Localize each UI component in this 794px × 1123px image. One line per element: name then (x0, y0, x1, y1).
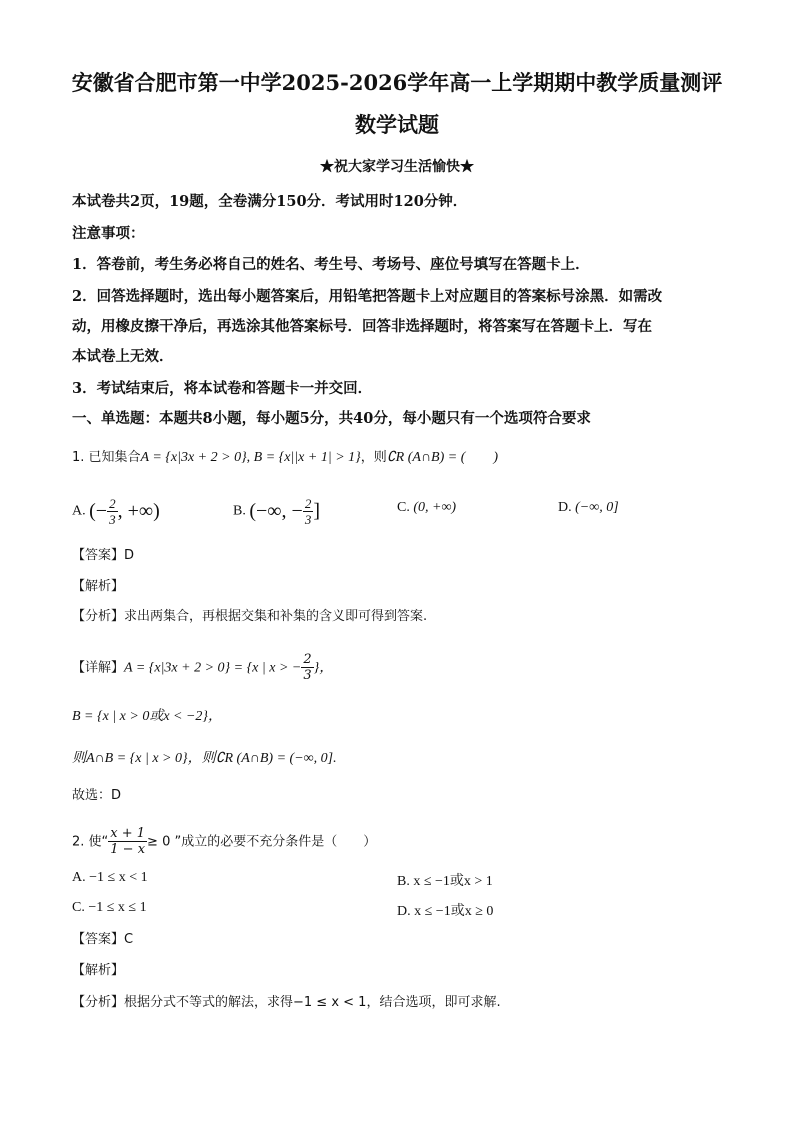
greeting: ★祝大家学习生活愉快★ (320, 159, 474, 175)
note-2-line-1: 2．回答选择题时，选出每小题答案后，用铅笔把答题卡上对应题目的答案标号涂黑．如需改 (72, 288, 663, 305)
fraction-denominator: 1 − x (110, 842, 146, 857)
fraction (303, 496, 314, 527)
q2-fenxi: 【分析】根据分式不等式的解法，求得−1 ≤ x < 1，结合选项，即可求解. (72, 995, 501, 1010)
detail-expression: A = {x|3x + 2 > 0} = {x | x > − (124, 660, 302, 676)
q1-detail-line-3: 则A∩B = {x | x > 0}，则∁R (A∩B) = (−∞, 0]. (72, 751, 337, 766)
option-label: A. (72, 503, 86, 519)
notes-heading: 注意事项： (72, 225, 145, 242)
q1-set-a: A = {x|3x + 2 > 0} (140, 450, 247, 465)
fraction-numerator: 2 (303, 652, 312, 667)
q2-option-c: C. −1 ≤ x ≤ 1 (72, 900, 147, 915)
option-c-value: (0, +∞) (413, 500, 457, 515)
option-label: C. (397, 500, 410, 515)
fraction (108, 826, 147, 857)
q1-prefix: 1. 已知集合 (72, 450, 141, 465)
fraction-denominator: 3 (304, 512, 312, 527)
q2-option-a: A. −1 ≤ x < 1 (72, 870, 148, 885)
detail-expression-end: }， (313, 660, 334, 676)
q1-set-b: B = {x||x + 1| > 1} (253, 450, 361, 465)
q1-answer: 【答案】D (72, 548, 135, 563)
exam-subtitle: 数学试题 (355, 112, 439, 137)
q2-option-d: D. x ≤ −1或x ≥ 0 (397, 904, 494, 919)
option-b-right: ] (313, 500, 320, 522)
fraction-denominator: 3 (303, 668, 312, 683)
option-d-value: (−∞, 0] (575, 500, 619, 515)
option-label: B. (233, 503, 246, 519)
q1-option-a (72, 496, 160, 527)
question-2 (72, 826, 376, 857)
q2-option-b: B. x ≤ −1或x > 1 (397, 874, 493, 889)
fraction-numerator: 2 (304, 496, 312, 511)
note-2-line-3: 本试卷上无效． (72, 348, 174, 365)
note-3: 3．考试结束后，将本试卷和答题卡一并交回． (72, 380, 373, 397)
q1-analysis-tag: 【解析】 (72, 579, 125, 594)
q1-option-d (558, 500, 619, 516)
note-1: 1．答卷前，考生务必将自己的姓名、考生号、考场号、座位号填写在答题卡上． (72, 256, 590, 273)
q1-option-c (397, 500, 456, 516)
q1-fenxi: 【分析】求出两集合，再根据交集和补集的含义即可得到答案. (72, 609, 428, 624)
option-b-left: (−∞, − (249, 500, 303, 522)
fraction-denominator: 3 (109, 512, 116, 527)
question-1: 1. 已知集合A = {x|3x + 2 > 0}, B = {x||x + 1| > 1}，则∁R (A∩B) = ( ) (72, 450, 499, 465)
q2-analysis-tag: 【解析】 (72, 963, 125, 978)
q2-answer: 【答案】C (72, 932, 134, 947)
q1-choice: 故选：D (72, 788, 122, 803)
note-2-line-2: 动，用橡皮擦干净后，再选涂其他答案标号．回答非选择题时，将答案写在答题卡上．写在 (72, 318, 652, 335)
q1-option-b (233, 496, 320, 527)
fraction (301, 652, 313, 683)
q1-then: ，则 (360, 450, 387, 465)
option-a-right: , +∞) (117, 500, 160, 522)
fraction (107, 496, 118, 527)
option-a-left: (− (89, 500, 108, 522)
exam-summary: 本试卷共2页，19题，全卷满分150分．考试用时120分钟． (72, 193, 468, 210)
exam-title: 安徽省合肥市第一中学2025-2026学年高一上学期期中教学质量测评 (71, 70, 723, 95)
fraction-numerator: 2 (109, 496, 116, 511)
q2-suffix: ≥ 0 ”成立的必要不充分条件是（ ） (147, 834, 377, 850)
q1-detail-line-1 (72, 652, 333, 683)
q1-detail-line-2: B = {x | x > 0或x < −2}， (72, 709, 223, 724)
detail-tag: 【详解】 (72, 660, 125, 676)
option-label: D. (558, 500, 572, 515)
fraction-numerator: x + 1 (110, 826, 146, 841)
q2-prefix: 2. 使“ (72, 834, 109, 850)
section-1-heading: 一、单选题：本题共8小题，每小题5分，共40分，每小题只有一个选项符合要求 (72, 410, 591, 427)
q1-expression: ∁R (A∩B) = ( ) (386, 450, 499, 465)
